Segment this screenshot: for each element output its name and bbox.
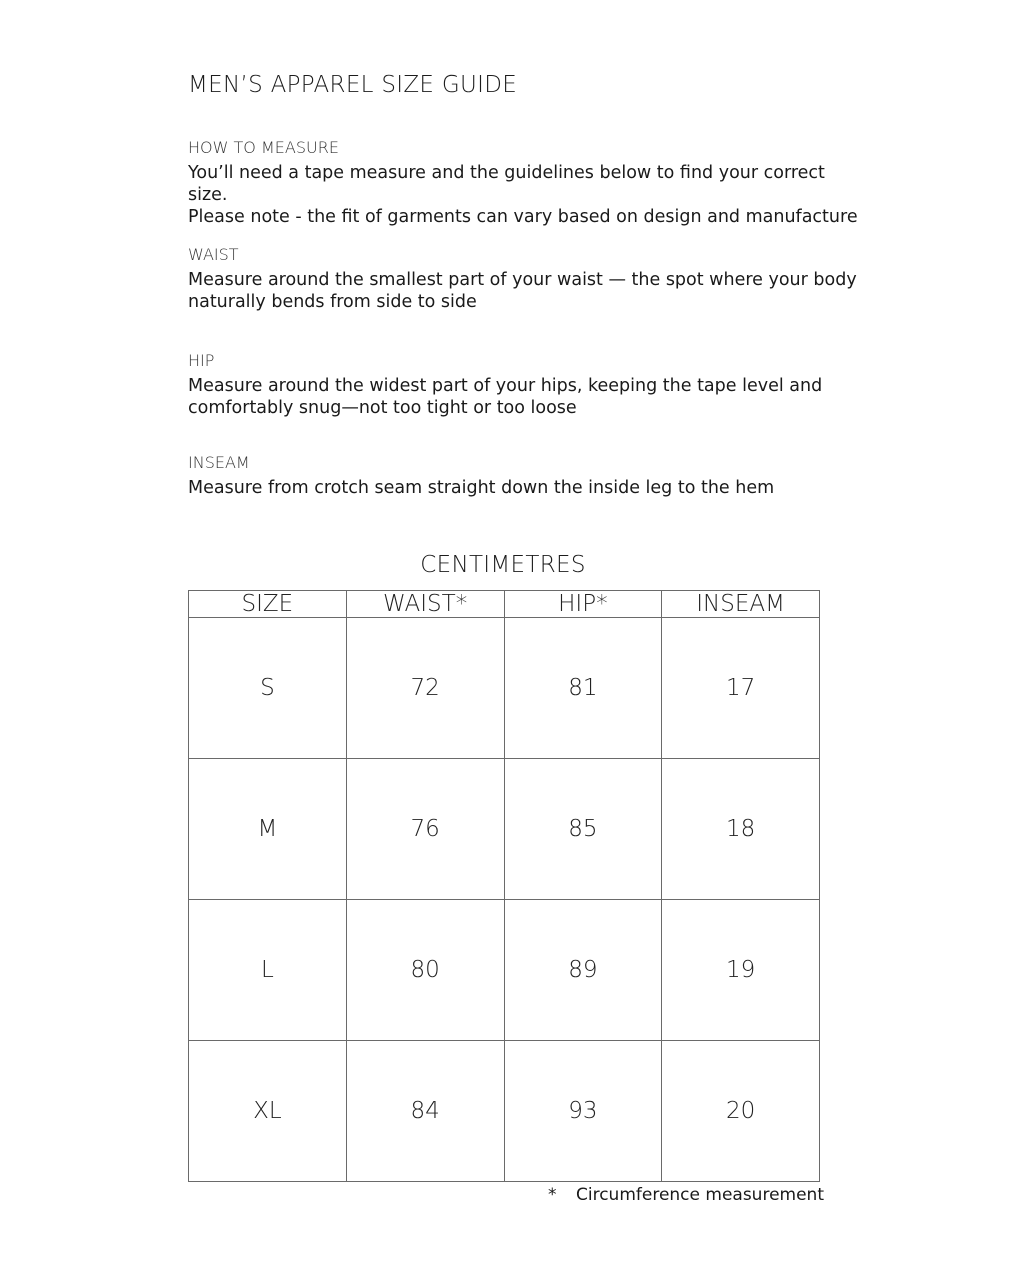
- hip-cell: 89: [504, 900, 662, 1041]
- header-inseam: INSEAM: [662, 591, 820, 618]
- footnote-text: Circumference measurement: [576, 1185, 824, 1205]
- size-cell: S: [189, 618, 347, 759]
- waist-cell: 72: [346, 618, 504, 759]
- inseam-cell: 20: [662, 1041, 820, 1182]
- table-row: [189, 759, 820, 900]
- page-title: MEN’S APPAREL SIZE GUIDE: [188, 72, 518, 98]
- inseam-cell: 17: [662, 618, 820, 759]
- table-row: [189, 1041, 820, 1182]
- hip-cell: 85: [504, 759, 662, 900]
- header-waist: WAIST*: [346, 591, 504, 618]
- how-to-measure-section: [188, 137, 868, 228]
- table-header-row: [189, 591, 820, 618]
- footnote: [548, 1185, 824, 1205]
- inseam-cell: 18: [662, 759, 820, 900]
- waist-section: [188, 244, 868, 313]
- size-cell: M: [189, 759, 347, 900]
- inseam-line-1: Measure from crotch seam straight down the inside leg to the hem: [188, 478, 775, 498]
- table-row: [189, 618, 820, 759]
- size-cell: XL: [189, 1041, 347, 1182]
- hip-heading: HIP: [188, 351, 215, 370]
- how-to-measure-line-1: You’ll need a tape measure and the guidelines below to find your correct size.: [188, 163, 825, 205]
- inseam-cell: 19: [662, 900, 820, 1041]
- hip-section: [188, 350, 868, 419]
- inseam-heading: INSEAM: [188, 453, 250, 472]
- inseam-section: [188, 452, 868, 499]
- waist-cell: 80: [346, 900, 504, 1041]
- footnote-marker: *: [548, 1185, 557, 1205]
- waist-cell: 84: [346, 1041, 504, 1182]
- waist-heading: WAIST: [188, 245, 239, 264]
- waist-line-1: Measure around the smallest part of your waist — the spot where your body: [188, 270, 857, 290]
- header-size: SIZE: [189, 591, 347, 618]
- hip-line-2: comfortably snug—not too tight or too loose: [188, 398, 577, 418]
- header-hip: HIP*: [504, 591, 662, 618]
- table-row: [189, 900, 820, 1041]
- size-table: [188, 590, 820, 1182]
- hip-line-1: Measure around the widest part of your hips, keeping the tape level and: [188, 376, 823, 396]
- hip-cell: 81: [504, 618, 662, 759]
- how-to-measure-heading: HOW TO MEASURE: [188, 138, 339, 157]
- table-title: CENTIMETRES: [420, 552, 586, 578]
- waist-cell: 76: [346, 759, 504, 900]
- waist-line-2: naturally bends from side to side: [188, 292, 477, 312]
- size-cell: L: [189, 900, 347, 1041]
- how-to-measure-line-2: Please note - the fit of garments can vary based on design and manufacture: [188, 207, 858, 227]
- hip-cell: 93: [504, 1041, 662, 1182]
